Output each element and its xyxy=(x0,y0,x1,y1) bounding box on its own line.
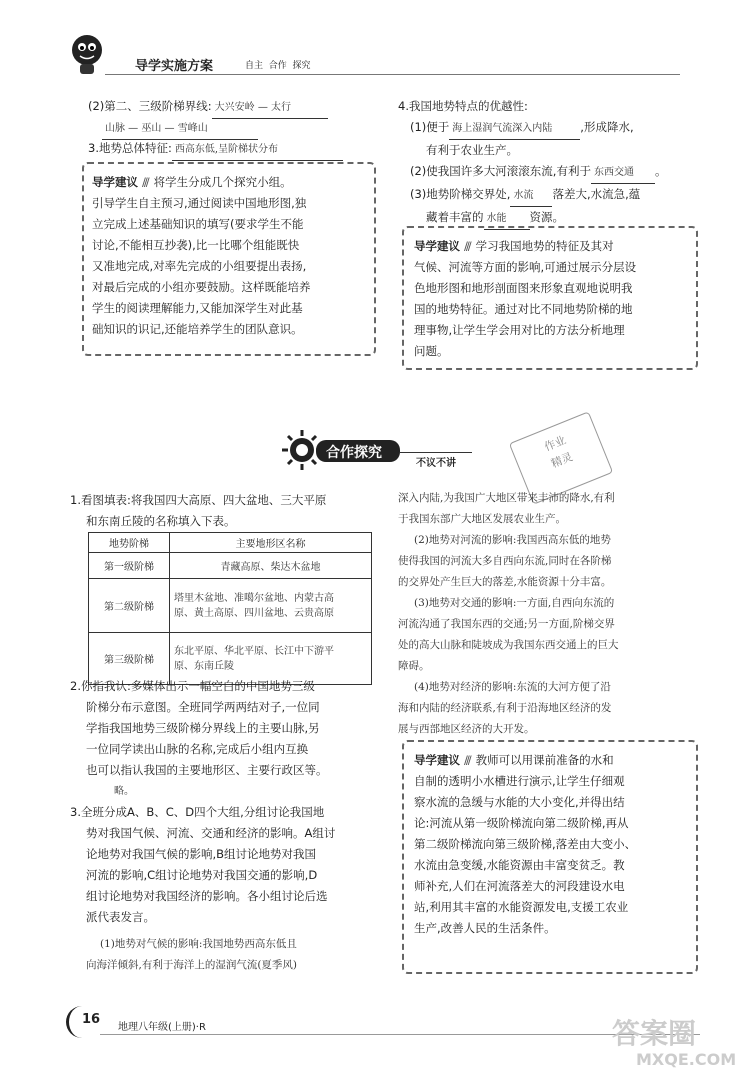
q2-text xyxy=(70,676,328,802)
guide-2-line: 气候、河流等方面的影响,可通过展示分层设 xyxy=(414,260,637,274)
slash-icon: /// xyxy=(142,175,148,189)
section-banner xyxy=(280,428,475,472)
p1-prefix: (1)便于 xyxy=(410,120,450,134)
guide-3-line: 师补充,人们在河流落差大的河段建设水电 xyxy=(414,879,625,893)
q2-answer: 略。 xyxy=(114,786,134,797)
answer-line: 海和内陆的经济联系,有利于沿海地区经济的发 xyxy=(398,702,612,714)
q2-line: 一位同学读出山脉的名称,完成后小组内互换 xyxy=(86,742,309,756)
q2-line: 2.你指我认:多媒体出示一幅空白的中国地势三级 xyxy=(70,679,315,693)
q3-line: 3.全班分成A、B、C、D四个大组,分组讨论我国地 xyxy=(70,805,325,819)
header-rule xyxy=(105,74,680,75)
answer-line: 的交界处产生巨大的落差,水能资源十分丰富。 xyxy=(398,576,612,588)
p3-line2-suffix: 资源。 xyxy=(529,210,564,224)
q3-line: 势对我国气候、河流、交通和经济的影响。A组讨 xyxy=(86,826,336,840)
table-content-line: 原、黄土高原、四川盆地、云贵高原 xyxy=(174,607,334,619)
answer-p3-2: 水能 xyxy=(484,208,530,230)
guide-3-line: 第二级阶梯流向第三级阶梯,落差由大变小、 xyxy=(414,837,637,851)
table-header-row xyxy=(89,533,372,553)
answer-feature: 西高东低,呈阶梯状分布 xyxy=(172,139,343,161)
guide-2-line: 国的地势特征。通过对比不同地势阶梯的地 xyxy=(414,302,633,316)
guide-2-line: 学习我国地势的特征及其对 xyxy=(475,239,614,253)
p1-suffix: ,形成降水, xyxy=(580,120,634,134)
section-subtitle: 不议不讲 xyxy=(416,458,456,469)
q1-line: 1.看图填表:将我国四大高原、四大盆地、三大平原 xyxy=(70,493,327,507)
q2-line: 学指我国地势三级阶梯分界线上的主要山脉,另 xyxy=(86,721,320,735)
answer-line: (4)地势对经济的影响:东流的大河方便了沿 xyxy=(414,681,611,693)
stamp-text-1: 作业 xyxy=(542,433,568,454)
guide-1-line: 又准地完成,对率先完成的小组要提出表扬, xyxy=(92,259,307,273)
answer-line: 障碍。 xyxy=(398,660,430,672)
table-content-line: 青藏高原、柴达木盆地 xyxy=(220,562,321,573)
q1-text xyxy=(70,490,326,532)
guide-2-line: 色地形图和地形剖面图来形象直观地说明我 xyxy=(414,281,633,295)
guide-1-line: 对最后完成的小组亦要鼓励。这样既能培养 xyxy=(92,280,311,294)
answer-line: 展与西部地区经济的大开发。 xyxy=(398,723,535,735)
guide-1-line: 学生的阅读理解能力,又能加深学生对此基 xyxy=(92,301,303,315)
answer-line: (3)地势对交通的影响:一方面,自西向东流的 xyxy=(414,597,615,609)
q3-line: 组讨论地势对我国经济的影响。各小组讨论后选 xyxy=(86,889,328,903)
q3-answer xyxy=(86,934,297,976)
guide-3-tag: 导学建议 xyxy=(414,753,460,767)
table-content-line: 塔里木盆地、准噶尔盆地、内蒙古高 xyxy=(174,592,334,604)
answer-line: 河流沟通了我国东西的交通;另一方面,阶梯交界 xyxy=(398,618,615,630)
table-row xyxy=(89,579,372,633)
guide-2-tag: 导学建议 xyxy=(414,239,460,253)
left-line-1 xyxy=(88,96,328,119)
footer-book: 地理八年级(上册)·R xyxy=(118,1022,206,1033)
answer-line: 使得我国的河流大多自西向东流,同时在各阶梯 xyxy=(398,555,612,567)
guide-3-line: 自制的透明小水槽进行演示,让学生仔细观 xyxy=(414,774,625,788)
answer-line: (2)地势对河流的影响:我国西高东低的地势 xyxy=(414,534,611,546)
q4-title: 4.我国地势特点的优越性: xyxy=(398,99,528,113)
p2-prefix: (2)使我国许多大河滚滚东流,有利于 xyxy=(410,164,591,178)
left-line-2 xyxy=(102,117,258,140)
p3-line2-prefix: 藏着丰富的 xyxy=(426,210,484,224)
answer-p1: 海上湿润气流深入内陆 xyxy=(449,118,580,140)
answer-line: 于我国东部广大地区发展农业生产。 xyxy=(398,513,566,525)
stamp-text-2: 精灵 xyxy=(549,450,575,471)
table-step-cell: 第二级阶梯 xyxy=(89,579,170,633)
answer-line: 深入内陆,为我国广大地区带来丰沛的降水,有利 xyxy=(398,492,615,504)
guide-1-line: 将学生分成几个探究小组。 xyxy=(153,175,292,189)
section-title: 合作探究 xyxy=(326,445,382,461)
guide-2-text xyxy=(414,236,636,362)
q1-line: 和东南丘陵的名称填入下表。 xyxy=(86,514,236,528)
section-rule xyxy=(400,452,472,453)
answer-boundary-1: 大兴安岭 — 太行 xyxy=(212,97,328,119)
header-title: 导学实施方案 xyxy=(135,59,214,74)
slash-icon: /// xyxy=(464,753,470,767)
q3-answer-line: (1)地势对气候的影响:我国地势西高东低且 xyxy=(100,938,297,950)
p3-mid: 落差大,水流急,蕴 xyxy=(552,187,641,201)
q3-line: 派代表发言。 xyxy=(86,910,155,924)
table-content-cell xyxy=(170,579,372,633)
guide-3-line: 水流由急变缓,水能资源由丰富变贫乏。教 xyxy=(414,858,625,872)
table-step-cell: 第一级阶梯 xyxy=(89,553,170,579)
guide-1-tag: 导学建议 xyxy=(92,175,138,189)
guide-3-line: 论:河流从第一级阶梯流向第二级阶梯,再从 xyxy=(414,816,629,830)
footer-rule xyxy=(100,1034,700,1035)
guide-3-line: 生产,改善人民的生活条件。 xyxy=(414,921,556,935)
q3-line: 河流的影响,C组讨论地势对我国交通的影响,D xyxy=(86,868,318,882)
q3-answer-line: 向海洋倾斜,有利于海洋上的湿润气流(夏季风) xyxy=(86,959,298,971)
guide-3-line: 站,利用其丰富的水能资源发电,支援工农业 xyxy=(414,900,629,914)
table-row xyxy=(89,553,372,579)
guide-2-line: 理事物,让学生学会用对比的方法分析地理 xyxy=(414,323,625,337)
table-step-cell: 第三级阶梯 xyxy=(89,633,170,685)
p2-suffix: 。 xyxy=(654,164,667,178)
watermark-text-2: MXQE.COM xyxy=(636,1050,737,1069)
answer-boundary-2: 山脉 — 巫山 — 雪峰山 xyxy=(102,118,258,140)
left-line-3 xyxy=(88,138,343,161)
p1-line2: 有利于农业生产。 xyxy=(426,143,518,157)
p3-prefix: (3)地势阶梯交界处, xyxy=(410,187,511,201)
q2-line: 阶梯分布示意图。全班同学两两结对子,一位同 xyxy=(86,700,320,714)
advantages-block xyxy=(398,96,666,230)
answer-p2: 东西交通 xyxy=(591,162,655,184)
page-number: 16 xyxy=(82,1012,101,1027)
right-mid-answers xyxy=(398,488,619,740)
table-content-line: 东北平原、华北平原、长江中下游平 xyxy=(174,645,334,657)
q3-text xyxy=(70,802,335,928)
slash-icon: /// xyxy=(464,239,470,253)
guide-1-line: 讨论,不能相互抄袭),比一比哪个组能既快 xyxy=(92,238,300,252)
table-header: 主要地形区名称 xyxy=(170,533,372,553)
q2-line: 也可以指认我国的主要地形区、主要行政区等。 xyxy=(86,763,328,777)
terrain-table xyxy=(88,532,372,685)
table-content-line: 原、东南丘陵 xyxy=(174,660,234,672)
guide-1-text xyxy=(92,172,311,340)
guide-1-line: 础知识的识记,还能培养学生的团队意识。 xyxy=(92,322,303,336)
mascot-icon xyxy=(68,32,106,76)
guide-3-line: 教师可以用课前准备的水和 xyxy=(475,753,614,767)
boundary-label: (2)第二、三级阶梯界线: xyxy=(88,99,212,113)
q3-line: 论地势对我国气候的影响,B组讨论地势对我国 xyxy=(86,847,317,861)
header-tags: 自主 合作 探究 xyxy=(245,61,311,71)
table-content-cell xyxy=(170,553,372,579)
answer-p3-1: 水流 xyxy=(510,185,552,207)
guide-3-line: 察水流的急缓与水能的大小变化,并得出结 xyxy=(414,795,625,809)
watermark-text-1: 答案圈 xyxy=(612,1017,697,1050)
guide-1-line: 引导学生自主预习,通过阅读中国地形图,独 xyxy=(92,196,307,210)
table-header: 地势阶梯 xyxy=(89,533,170,553)
feature-label: 3.地势总体特征: xyxy=(88,141,172,155)
guide-2-line: 问题。 xyxy=(414,344,449,358)
guide-3-text xyxy=(414,750,636,939)
answer-line: 处的高大山脉和陡坡成为我国东西交通上的巨大 xyxy=(398,639,619,651)
guide-1-line: 立完成上述基础知识的填写(要求学生不能 xyxy=(92,217,304,231)
